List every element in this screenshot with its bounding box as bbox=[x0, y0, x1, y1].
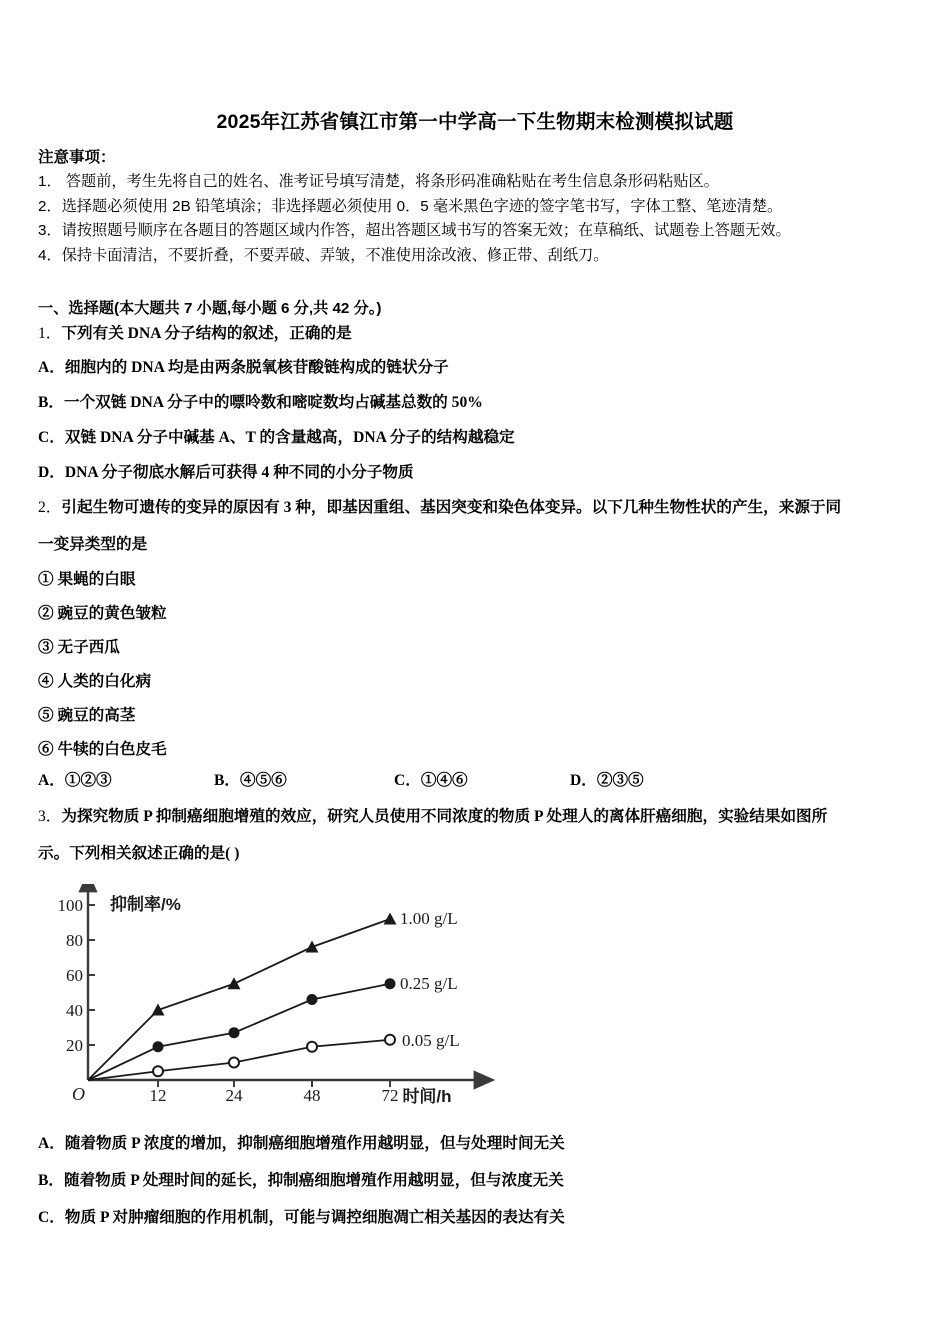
question-2-choice-row bbox=[38, 768, 698, 790]
question-2-choice-c[interactable]: C．①④⑥ bbox=[394, 772, 468, 789]
notice-item-2: 2．选择题必须使用 2B 铅笔填涂；非选择题必须使用 0．5 毫米黑色字迹的签字笔书写，字体工整、笔迹清楚。 bbox=[38, 197, 783, 215]
question-2-item-4: ④ 人类的白化病 bbox=[38, 673, 152, 690]
chart-svg bbox=[44, 884, 514, 1112]
inhibition-rate-chart bbox=[44, 884, 514, 1112]
chart-legend-0-25: 0.25 g/L bbox=[400, 974, 458, 993]
question-2-choice-a[interactable]: A．①②③ bbox=[38, 772, 112, 789]
chart-xtick-48: 48 bbox=[303, 1086, 321, 1105]
chart-ytick-40: 40 bbox=[66, 1001, 83, 1020]
question-3-option-a[interactable]: A．随着物质 P 浓度的增加，抑制癌细胞增殖作用越明显，但与处理时间无关 bbox=[38, 1135, 565, 1152]
section-heading-choice: 一、选择题(本大题共 7 小题,每小题 6 分,共 42 分。) bbox=[38, 300, 382, 317]
chart-ytick-60: 60 bbox=[66, 966, 83, 985]
question-2-item-5: ⑤ 豌豆的高茎 bbox=[38, 707, 136, 724]
notice-heading: 注意事项： bbox=[38, 149, 116, 166]
chart-origin-label: O bbox=[72, 1084, 85, 1104]
question-1-stem-text: 下列有关 DNA 分子结构的叙述，正确的是 bbox=[61, 325, 352, 342]
chart-y-tick-labels bbox=[58, 896, 84, 1055]
chart-ytick-20: 20 bbox=[66, 1036, 83, 1055]
question-1-option-d[interactable]: D．DNA 分子彻底水解后可获得 4 种不同的小分子物质 bbox=[38, 464, 414, 481]
question-2-choice-d[interactable]: D．②③⑤ bbox=[570, 772, 644, 789]
question-2-item-6: ⑥ 牛犊的白色皮毛 bbox=[38, 741, 167, 758]
question-1-option-c[interactable]: C．双链 DNA 分子中碱基 A、T 的含量越高，DNA 分子的结构越稳定 bbox=[38, 429, 515, 446]
question-2-stem-line-2: 一变异类型的是 bbox=[38, 536, 148, 553]
notice-block bbox=[38, 146, 918, 268]
chart-xtick-24: 24 bbox=[225, 1086, 243, 1105]
question-1-number: 1． bbox=[38, 325, 62, 342]
question-3-stem-text-1: 为探究物质 P 抑制癌细胞增殖的效应，研究人员使用不同浓度的物质 P 处理人的离体肝癌细胞，实验结果如图所 bbox=[61, 808, 828, 825]
chart-x-axis-label: 时间/h bbox=[402, 1087, 452, 1106]
chart-legend-0-05: 0.05 g/L bbox=[402, 1031, 460, 1050]
question-2-stem-text-1: 引起生物可遗传的变异的原因有 3 种，即基因重组、基因突变和染色体变异。以下几种生物性状的产生，来源于同 bbox=[61, 499, 842, 516]
question-1-option-b[interactable]: B．一个双链 DNA 分子中的嘌呤数和嘧啶数均占碱基总数的 50% bbox=[38, 394, 483, 411]
notice-item-1: 1． 答题前，考生先将自己的姓名、准考证号填写清楚，将条形码准确粘贴在考生信息条形码粘贴区。 bbox=[38, 173, 719, 190]
notice-item-4: 4．保持卡面清洁，不要折叠，不要弄破、弄皱，不准使用涂改液、修正带、刮纸刀。 bbox=[38, 246, 609, 264]
question-2-item-3: ③ 无子西瓜 bbox=[38, 639, 120, 656]
chart-xtick-72: 72 bbox=[381, 1086, 399, 1105]
question-2-stem-line-1 bbox=[38, 497, 841, 519]
chart-ytick-80: 80 bbox=[66, 931, 83, 950]
chart-ytick-100: 100 bbox=[57, 896, 83, 915]
question-3-option-b[interactable]: B．随着物质 P 处理时间的延长，抑制癌细胞增殖作用越明显，但与浓度无关 bbox=[38, 1172, 564, 1189]
chart-x-tick-labels bbox=[150, 1086, 399, 1105]
question-2-number: 2． bbox=[38, 499, 62, 516]
question-3-stem-line-1 bbox=[38, 806, 827, 828]
question-2-item-2: ② 豌豆的黄色皱粒 bbox=[38, 605, 167, 622]
chart-y-axis-label: 抑制率/% bbox=[110, 895, 181, 914]
page-title: 2025年江苏省镇江市第一中学高一下生物期末检测模拟试题 bbox=[216, 111, 734, 133]
question-3-option-c[interactable]: C．物质 P 对肿瘤细胞的作用机制，可能与调控细胞凋亡相关基因的表达有关 bbox=[38, 1209, 565, 1226]
question-1-stem bbox=[38, 323, 352, 345]
question-3-stem-line-2: 示。下列相关叙述正确的是( ) bbox=[38, 845, 240, 862]
question-3-number: 3． bbox=[38, 808, 62, 825]
question-2-item-1: ① 果蝇的白眼 bbox=[38, 571, 136, 588]
chart-legend-1-00: 1.00 g/L bbox=[400, 909, 458, 928]
question-2-choice-b[interactable]: B．④⑤⑥ bbox=[214, 772, 287, 789]
chart-xtick-12: 12 bbox=[149, 1086, 167, 1105]
question-1-option-a[interactable]: A．细胞内的 DNA 均是由两条脱氧核苷酸链构成的链状分子 bbox=[38, 359, 449, 376]
chart-series-line-1-00 bbox=[88, 919, 390, 1080]
notice-item-3: 3．请按照题号顺序在各题目的答题区域内作答，超出答题区域书写的答案无效；在草稿纸、试题卷上答题无效。 bbox=[38, 222, 791, 239]
